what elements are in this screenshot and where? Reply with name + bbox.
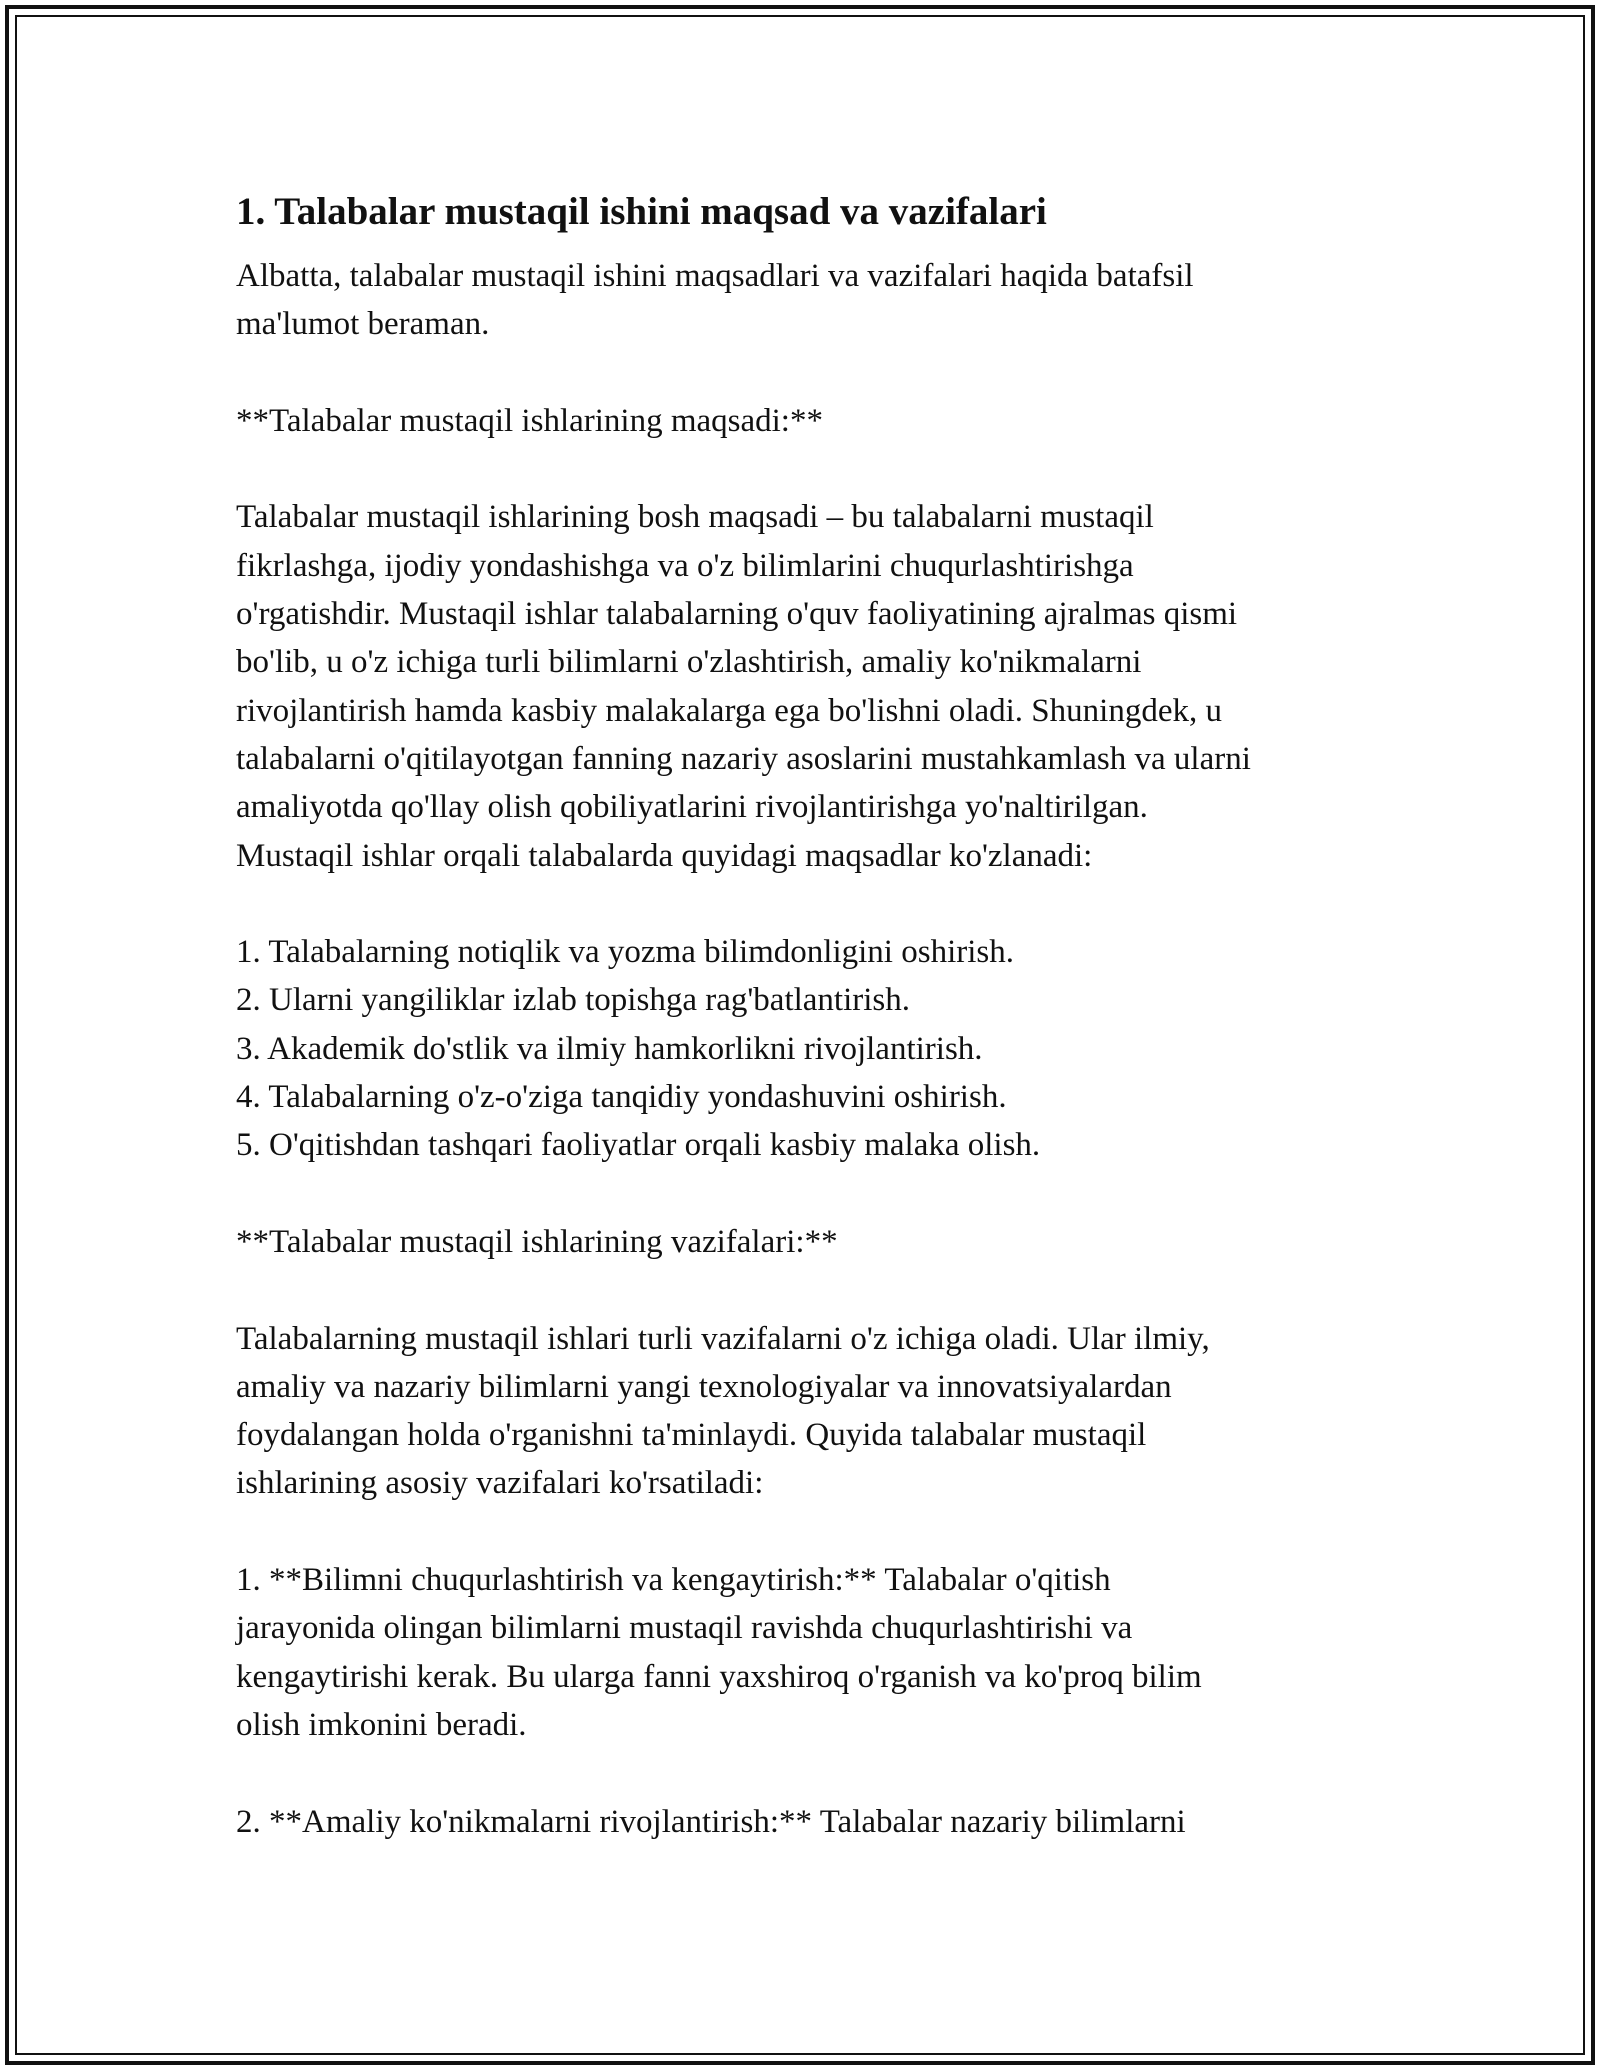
- text-line: 1. Talabalarning notiqlik va yozma bilimdonligini oshirish.: [236, 934, 1014, 971]
- text-line: jarayonida olingan bilimlarni mustaqil ravishda chuqurlashtirishi va: [236, 1610, 1133, 1647]
- text-line: 5. O'qitishdan tashqari faoliyatlar orqali kasbiy malaka olish.: [236, 1127, 1041, 1164]
- text-line: 1. **Bilimni chuqurlashtirish va kengaytirish:** Talabalar o'qitish: [236, 1562, 1111, 1599]
- text-line: bo'lib, u o'z ichiga turli bilimlarni o'zlashtirish, amaliy ko'nikmalarni: [236, 644, 1142, 681]
- text-line: **Talabalar mustaqil ishlarining maqsadi:**: [236, 402, 823, 439]
- text-line: rivojlantirish hamda kasbiy malakalarga ega bo'lishni oladi. Shuningdek, u: [236, 692, 1222, 729]
- blank-line: [236, 445, 1416, 493]
- text-line: amaliy va nazariy bilimlarni yangi texnologiyalar va innovatsiyalardan: [236, 1368, 1172, 1405]
- text-line: Talabalar mustaqil ishlarining bosh maqsadi – bu talabalarni mustaqil: [236, 499, 1154, 536]
- text-line: o'rgatishdir. Mustaqil ishlar talabalarning o'quv faoliyatining ajralmas qismi: [236, 596, 1238, 633]
- text-line: kengaytirishi kerak. Bu ularga fanni yaxshiroq o'rganish va ko'proq bilim: [236, 1658, 1202, 1695]
- document-title: 1. Talabalar mustaqil ishini maqsad va vazifalari: [236, 190, 1047, 233]
- text-line: fikrlashga, ijodiy yondashishga va o'z bilimlarini chuqurlashtirishga: [236, 547, 1134, 584]
- blank-line: [236, 1749, 1416, 1797]
- document-body: [236, 184, 1416, 1846]
- text-line: Mustaqil ishlar orqali talabalarda quyidagi maqsadlar ko'zlanadi:: [236, 837, 1093, 874]
- text-line: 3. Akademik do'stlik va ilmiy hamkorlikni rivojlantirish.: [236, 1030, 983, 1067]
- blank-line: [236, 1266, 1416, 1314]
- text-line: ma'lumot beraman.: [236, 306, 490, 343]
- blank-line: [236, 1170, 1416, 1218]
- document-text: [236, 252, 1416, 1846]
- text-line: 4. Talabalarning o'z-o'ziga tanqidiy yondashuvini oshirish.: [236, 1079, 1007, 1116]
- text-line: talabalarni o'qitilayotgan fanning nazariy asoslarini mustahkamlash va ularni: [236, 740, 1251, 777]
- blank-line: [236, 880, 1416, 928]
- blank-line: [236, 1508, 1416, 1556]
- blank-line: [236, 349, 1416, 397]
- text-line: Talabalarning mustaqil ishlari turli vazifalarni o'z ichiga oladi. Ular ilmiy,: [236, 1320, 1210, 1357]
- text-line: amaliyotda qo'llay olish qobiliyatlarini rivojlantirishga yo'naltirilgan.: [236, 789, 1148, 826]
- text-line: ishlarining asosiy vazifalari ko'rsatiladi:: [236, 1465, 764, 1502]
- text-line: olish imkonini beradi.: [236, 1706, 527, 1743]
- text-line: **Talabalar mustaqil ishlarining vazifalari:**: [236, 1223, 838, 1260]
- text-line: foydalangan holda o'rganishni ta'minlaydi. Quyida talabalar mustaqil: [236, 1417, 1147, 1454]
- text-line: 2. Ularni yangiliklar izlab topishga rag'batlantirish.: [236, 982, 911, 1019]
- text-line: 2. **Amaliy ko'nikmalarni rivojlantirish:** Talabalar nazariy bilimlarni: [236, 1803, 1186, 1840]
- text-line: Albatta, talabalar mustaqil ishini maqsadlari va vazifalari haqida batafsil: [236, 258, 1194, 294]
